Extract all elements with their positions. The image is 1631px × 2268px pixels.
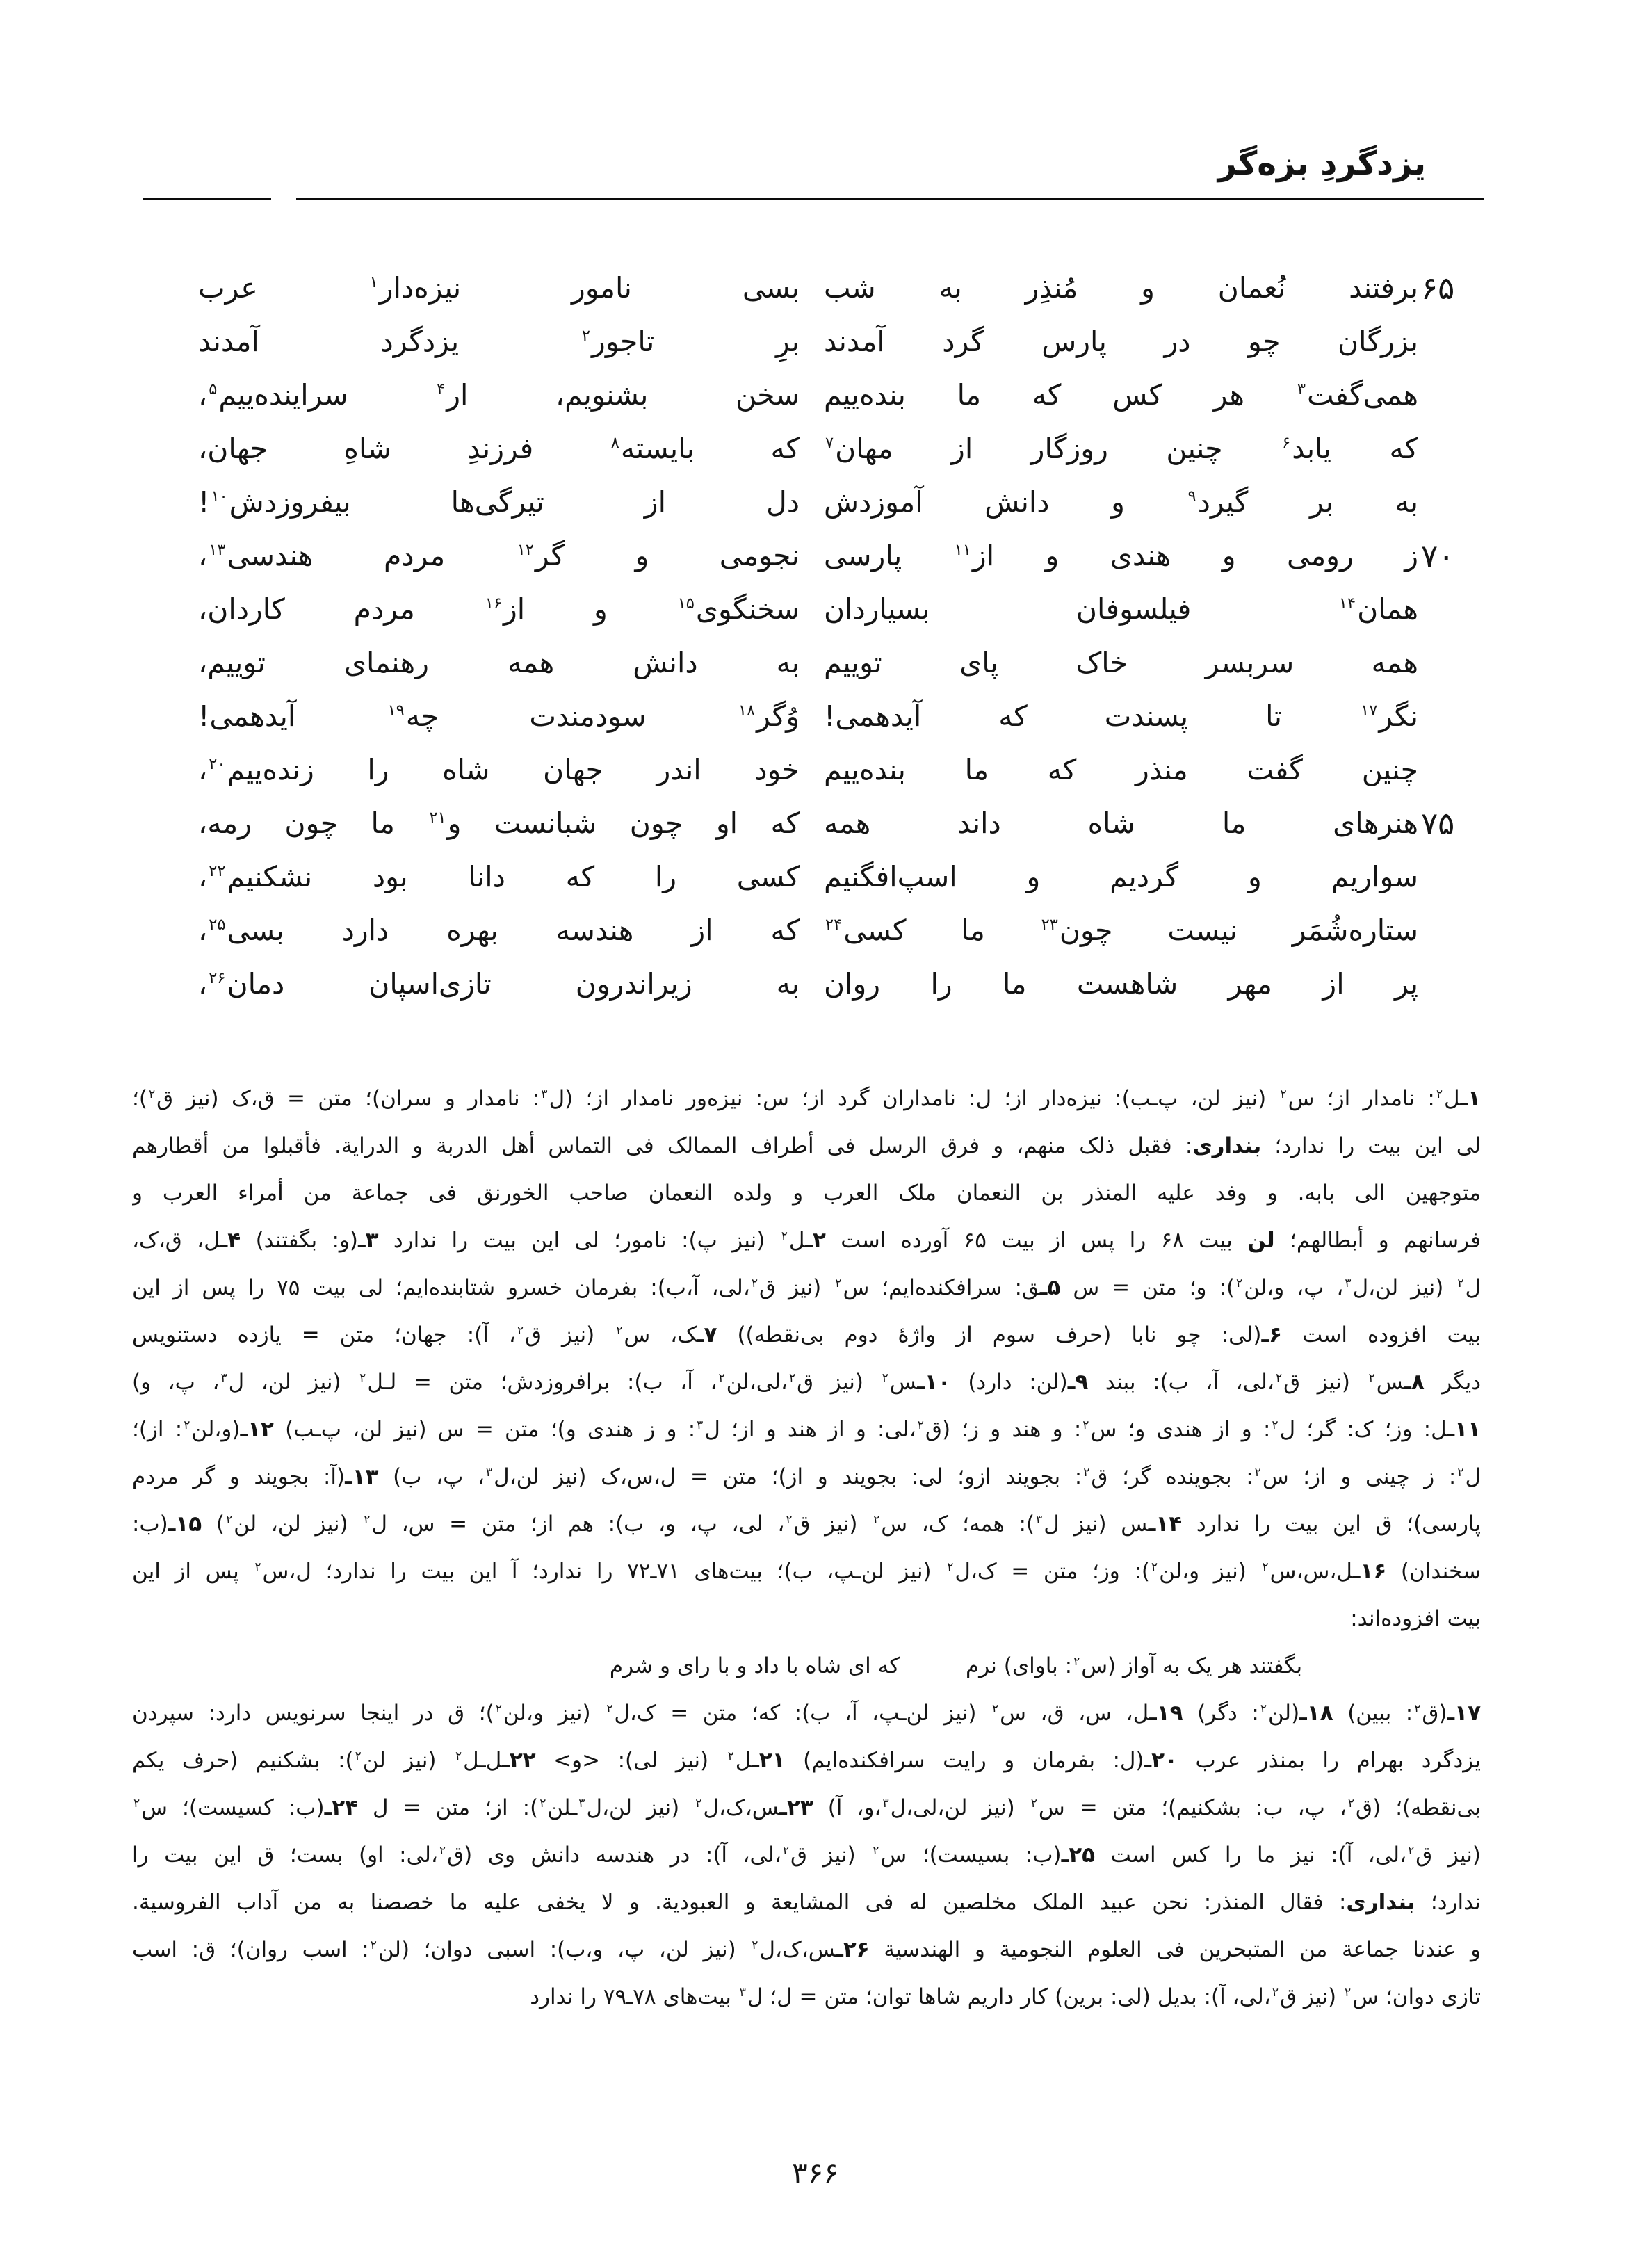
footnote-reference: ۲: [786, 1512, 793, 1527]
verse-row: [198, 529, 1481, 583]
apparatus-line: ۱ـل$^۲$: نامدار از؛ س$^۲$ (نیز لن، پ‌ـب): نیزه‌دار از؛ ل: نامداران گرد از؛ س: نیزه‌ور نامدار از؛ (ل$^۳$: نامدار و سران)؛ متن = ق،ک (نیز ق$^۲$)؛: [132, 1086, 1481, 1111]
footnote-reference: ۲: [1436, 1087, 1443, 1101]
footnote-reference: ۲: [1262, 1560, 1269, 1574]
column-gutter: [800, 904, 824, 957]
hemistich-right: پر از مهر شاهست ما را روان: [824, 967, 1418, 1001]
column-gutter: [800, 583, 824, 636]
footnote-reference: ۲: [1414, 1701, 1421, 1716]
footnote-reference: ۲: [517, 1323, 524, 1338]
apparatus-entry-number: ۱۸ـ: [1299, 1701, 1333, 1726]
column-gutter: [800, 690, 824, 743]
footnote-reference: ۲: [364, 1512, 371, 1527]
apparatus-entry-number: ۲۴ـ: [324, 1795, 359, 1820]
footnote-reference: ۲: [1260, 1701, 1267, 1716]
apparatus-line: دیگر ۸ـس$^۲$ (نیز ق$^۲$،لی، آ، ب): ببند ۹ـ(لن: دارد) ۱۰ـس$^۲$ (نیز ق$^۲$،لی،لن$^۲$، آ، ب): برافروزدش؛ متن = لـل$^۲$ (نیز لن، ل$^۳$، پ، و): [132, 1370, 1481, 1395]
apparatus-line: ل$^۲$ (نیز لن،ل$^۳$، پ، و،لن$^۲$): و؛ متن = س ۵ـق: سرافکنده‌ایم؛ س$^۲$ (نیز ق$^۲$،لی، آ،ب): بفرمان خسرو شتابنده‌ایم؛ لی بیت ۷۵ را پس از این: [132, 1275, 1481, 1300]
verse-number: [1418, 743, 1481, 797]
column-gutter: [800, 797, 824, 850]
apparatus-line: بیت افزوده‌اند:: [1350, 1606, 1481, 1631]
footnote-reference: ۳: [578, 1796, 585, 1811]
footnote-reference: ۲: [788, 1370, 796, 1385]
footnote-reference: ۲: [355, 1749, 362, 1763]
footnote-reference: ۲: [370, 1938, 377, 1952]
hemistich-left: سخن بشنویم، ار$^۴$ سراینده‌ییم$^۵$،: [198, 378, 800, 412]
verse-number: [1418, 476, 1481, 529]
apparatus-entry-number: ۲۵ـ: [1061, 1842, 1096, 1868]
footnote-reference: ۲: [539, 1796, 546, 1811]
column-gutter: [800, 743, 824, 797]
verse-row: [198, 476, 1481, 529]
hemistich-left: برِ تاجور$^۲$ یزدگرد آمدند: [198, 325, 800, 358]
column-gutter: [800, 529, 824, 583]
hemistich-right: هنرهای ما شاه داند همه: [824, 807, 1418, 840]
footnote-reference: ۲۵: [209, 916, 226, 934]
verse-row: [198, 422, 1481, 476]
footnote-reference: ۲: [752, 1938, 758, 1952]
verse-row: [198, 904, 1481, 957]
footnote-reference: ۲: [1082, 1418, 1089, 1432]
hemistich-left: به دانش همه رهنمای توییم،: [198, 646, 800, 679]
footnote-reference: ۱۰: [211, 487, 228, 506]
running-header-title: یزدگردِ بزه‌گر: [1217, 145, 1426, 183]
footnote-reference: ۱۲: [517, 541, 534, 560]
hemistich-left: که از هندسه بهره دارد بسی$^{۲۵}$،: [198, 914, 800, 947]
footnote-reference: ۱۳: [209, 541, 226, 560]
verse-row: [198, 261, 1481, 315]
footnote-reference: ۲: [695, 1796, 702, 1811]
apparatus-entry-number: ۱۴ـ: [1148, 1512, 1183, 1537]
verse-row: [198, 743, 1481, 797]
verse-row: [198, 690, 1481, 743]
apparatus-line: ۱۱ـل: وز؛ ک: گر؛ ل$^۲$: و از هندی و؛ س$^۲$: و هند و ز؛ (ق$^۲$،لی: و از هند و از؛ ل$^۳$: و ز هندی و)؛ متن = س (نیز لن، پ‌ـب) ۱۲ـ(و،لن$^۲$: از)؛: [132, 1417, 1481, 1442]
apparatus-entry-number: ۵ـ: [1039, 1275, 1061, 1300]
apparatus-entry-number: لن: [1247, 1228, 1275, 1253]
hemistich-left: نجومی و گر$^{۱۲}$ مردم هندسی$^{۱۳}$،: [198, 539, 800, 572]
column-gutter: [800, 315, 824, 368]
verse-row: [198, 315, 1481, 368]
footnote-reference: ۱۸: [738, 702, 756, 720]
footnote-reference: ۲۱: [429, 809, 446, 827]
added-verse-right-hemistich: بگفتند هر یک به آواز (س$^۲$: باوای) نرم: [965, 1653, 1303, 1678]
hemistich-right: ز رومی و هندی و از$^{۱۱}$ پارسی: [824, 539, 1418, 572]
footnote-reference: ۲: [781, 1229, 788, 1243]
footnote-reference: ۱۷: [1361, 702, 1378, 720]
apparatus-line: فرسانهم و أبطالهم؛ لن بیت ۶۸ را پس از بیت ۶۵ آورده است ۲ـل$^۲$ (نیز پ): نامور؛ لی این بیت را ندارد ۳ـ(و: بگفتند) ۴ـل، ق،ک،: [132, 1228, 1481, 1253]
apparatus-entry-number: ۷ـ: [696, 1322, 717, 1347]
footnote-reference: ۲: [616, 1323, 623, 1338]
apparatus-entry-number: ۲۱ـ: [752, 1748, 786, 1773]
verse-number: ۷۰: [1421, 537, 1455, 574]
footnote-reference: ۲: [1457, 1465, 1464, 1480]
apparatus-line: ل$^۲$: ز چینی و از؛ س$^۲$: بجوینده گر؛ ق$^۲$: بجویند ازو؛ لی: بجویند و از)؛ متن = ل،س،ک (نیز لن،ل$^۳$، پ، ب) ۱۳ـ(آ: بجویند و گر مردم: [132, 1464, 1481, 1489]
verse-number: [1418, 315, 1481, 368]
verse-row: [198, 583, 1481, 636]
footnote-reference: ۲: [133, 1796, 140, 1811]
footnote-reference: ۲: [148, 1087, 156, 1101]
hemistich-right: همه سربسر خاک پای توییم: [824, 646, 1418, 679]
hemistich-left: خود اندر جهان شاه را زنده‌ییم$^{۲۰}$،: [198, 753, 800, 786]
hemistich-right: همی‌گفت$^۳$ هر کس که ما بنده‌ییم: [824, 378, 1418, 412]
footnote-reference: ۱۶: [485, 594, 502, 613]
footnote-reference: ۳: [485, 1465, 493, 1480]
footnote-reference: ۲: [1236, 1276, 1243, 1290]
apparatus-line: و عندنا جماعة من المتبحرین فی العلوم النجومیة و الهندسیة ۲۶ـس،ک،ل$^۲$ (نیز لن، پ، و،ب): اسبی دوان؛ (لن$^۲$: اسب روان)؛ ق: اسب: [132, 1937, 1481, 1962]
verse-number: [1418, 368, 1481, 422]
apparatus-entry-number: ۱۰ـ: [917, 1370, 951, 1395]
footnote-reference: ۲۴: [825, 916, 843, 934]
footnote-reference: ۲: [873, 1512, 880, 1527]
footnote-reference: ۳: [1297, 380, 1306, 399]
footnote-reference: ۲۲: [209, 862, 226, 881]
footnote-reference: ۲: [254, 1560, 261, 1574]
hemistich-right: چنین گفت منذر که ما بنده‌ییم: [824, 753, 1418, 786]
apparatus-entry-number: ۲۳ـ: [779, 1795, 813, 1820]
apparatus-line: لی این بیت را ندارد؛ بنداری: فقبل ذلک منهم، و فرق الرسل فی أطراف الممالک فی التماس أهل الدربة و الدرایة. فأقبلوا من أقطارهم: [132, 1133, 1481, 1158]
apparatus-entry-number: ۲۰ـ: [1144, 1748, 1178, 1773]
apparatus-entry-number: ۸ـ: [1404, 1370, 1425, 1395]
footnote-reference: ۲: [917, 1418, 924, 1432]
page-header: [0, 145, 1631, 200]
verse-number: [1418, 904, 1481, 957]
apparatus-line: بی‌نقطه)؛ (ق$^۲$، پ، ب: بشکنیم)؛ متن = س$^۲$ (نیز لن،لی،ل$^۳$،و، آ) ۲۳ـس،ک،ل$^۲$ (نیز لن،ل$^۳$ـلن$^۲$): از؛ متن = ل ۲۴ـ(ب: کسیست)؛ س$^۲$: [133, 1795, 1481, 1820]
apparatus-added-verse: [431, 1642, 1481, 1690]
hemistich-right: که یابد$^۶$ چنین روزگار از مهان$^۷$: [825, 432, 1418, 465]
critical-apparatus: [132, 1075, 1481, 2020]
footnote-reference: ۲: [1347, 1796, 1355, 1811]
hemistich-left: که او چون شبانست و$^{۲۱}$ ما چون رمه،: [198, 807, 800, 840]
hemistich-left: بسی نامور نیزه‌دار$^۱$ عرب: [198, 271, 800, 305]
footnote-reference: ۲: [751, 1276, 758, 1290]
footnote-reference: ۲: [1254, 1465, 1261, 1480]
footnote-reference: ۲: [1275, 1370, 1283, 1385]
footnote-reference: ۲: [1457, 1276, 1464, 1290]
footnote-reference: ۲: [1408, 1843, 1415, 1858]
footnote-reference: ۲: [947, 1560, 954, 1574]
apparatus-entry-number: بنداری: [1346, 1890, 1415, 1915]
footnote-reference: ۲: [439, 1843, 446, 1858]
apparatus-entry-number: ۱۷ـ: [1447, 1701, 1481, 1726]
footnote-reference: ۹: [1187, 487, 1196, 506]
footnote-reference: ۲: [1073, 1654, 1080, 1669]
hemistich-left: به زیراندرون تازی‌اسپان دمان$^{۲۶}$،: [198, 967, 800, 1001]
footnote-reference: ۲: [1272, 1418, 1279, 1432]
poem-section: [198, 261, 1481, 1011]
column-gutter: [800, 476, 824, 529]
verse-row: [198, 368, 1481, 422]
apparatus-entry-number: ۱۱ـ: [1447, 1417, 1481, 1442]
apparatus-entry-number: ۴ـ: [220, 1228, 241, 1253]
footnote-reference: ۴: [437, 380, 446, 399]
column-gutter: [800, 957, 824, 1011]
footnote-reference: ۲: [184, 1418, 190, 1432]
hemistich-left: کسی را که دانا بود نشکنیم$^{۲۲}$،: [198, 860, 800, 893]
footnote-reference: ۲۳: [1041, 916, 1058, 934]
hemistich-left: دل از تیرگی‌ها بیفروزدش$^{۱۰}$!: [198, 485, 800, 519]
apparatus-entry-number: ۱۲ـ: [240, 1417, 274, 1442]
footnote-reference: ۵: [209, 380, 218, 399]
verse-number: [1418, 583, 1481, 636]
footnote-reference: ۲: [359, 1370, 366, 1385]
apparatus-line: ندارد؛ بنداری: فقال المنذر: نحن عبید الملک مخلصین له فی المشایعة و العبودیة. و لا یخفی علیه ما خصصنا به من آداب الفروسیة.: [132, 1890, 1481, 1915]
apparatus-entry-number: ۲۶ـ: [836, 1937, 870, 1962]
header-rule: [143, 198, 1484, 200]
footnote-reference: ۳: [882, 1796, 889, 1811]
apparatus-line: (نیز ق$^۲$،لی، آ): نیز ما را کس است ۲۵ـ(ب: بسیست)؛ س$^۲$ (نیز ق$^۲$،لی، آ): در هندسه دانش وی (ق$^۲$،لی: او) بست؛ ق این بیت را: [132, 1842, 1481, 1868]
footnote-reference: ۷: [825, 434, 834, 453]
footnote-reference: ۲: [1083, 1465, 1090, 1480]
footnote-reference: ۳: [220, 1370, 227, 1385]
footnote-reference: ۸: [610, 434, 619, 453]
footnote-reference: ۱۵: [677, 594, 695, 613]
hemistich-right: نگر$^{۱۷}$ تا پسندت که آیدهمی!: [824, 699, 1418, 733]
hemistich-right: سواریم و گردیم و اسپ‌افگنیم: [824, 860, 1418, 893]
apparatus-entry-number: ۱۹ـ: [1149, 1701, 1183, 1726]
footnote-reference: ۲: [882, 1370, 888, 1385]
apparatus-entry-number: ۹ـ: [1067, 1370, 1089, 1395]
hemistich-right: برفتند نُعمان و مُنذِر به شب: [824, 271, 1418, 305]
added-verse-left-hemistich: که ای شاه با داد و با رای و شرم: [609, 1653, 900, 1678]
footnote-reference: ۳: [697, 1418, 704, 1432]
hemistich-right: به بر گیرد$^۹$ و دانش آموزدش: [824, 485, 1418, 519]
apparatus-entry-number: ۱۳ـ: [345, 1464, 379, 1489]
column-gutter: [800, 368, 824, 422]
footnote-reference: ۲: [606, 1701, 613, 1716]
footnote-reference: ۲: [718, 1370, 725, 1385]
hemistich-left: وُگر$^{۱۸}$ سودمندت چه$^{۱۹}$ آیدهمی!: [198, 699, 800, 733]
apparatus-entry-number: ۲ـ: [805, 1228, 826, 1253]
apparatus-line: پارسی)؛ ق این بیت را ندارد ۱۴ـس (نیز ل$^۳$): همه؛ ک، س$^۲$ (نیز ق$^۲$، لی، پ، و، ب): هم از؛ متن = س، ل$^۲$ (نیز لن، لن$^۲$) ۱۵ـ(ب:: [132, 1512, 1481, 1537]
hemistich-right: همان$^{۱۴}$ فیلسوفان بسیاردان: [824, 592, 1418, 626]
verse-row: [198, 850, 1481, 904]
apparatus-entry-number: ۳ـ: [357, 1228, 379, 1253]
footnote-reference: ۲: [225, 1512, 233, 1527]
footnote-reference: ۲: [1151, 1560, 1158, 1574]
apparatus-entry-number: ۱۶ـ: [1352, 1559, 1387, 1584]
column-gutter: [800, 636, 824, 690]
apparatus-line: متوجهین الی بابه. و وفد علیه المنذر بن النعمان ملک العرب و ولده النعمان صاحب الخورنق فی جماعة من أمراء العرب و: [132, 1181, 1481, 1206]
footnote-reference: ۱۱: [954, 541, 971, 560]
footnote-reference: ۱: [369, 273, 378, 292]
footnote-reference: ۲: [1344, 1985, 1352, 2000]
footnote-reference: ۳: [541, 1087, 548, 1101]
verse-number: ۷۵: [1421, 805, 1455, 842]
footnote-reference: ۱۹: [387, 702, 405, 720]
verse-row: [198, 797, 1481, 850]
hemistich-left: سخنگوی$^{۱۵}$ و از$^{۱۶}$ مردم کاردان،: [198, 592, 800, 626]
column-gutter: [800, 422, 824, 476]
footnote-reference: ۲: [1368, 1370, 1375, 1385]
header-rule-long-segment: [296, 198, 1484, 200]
hemistich-left: که بایسته$^۸$ فرزندِ شاهِ جهان،: [198, 432, 800, 465]
verse-row: [198, 957, 1481, 1011]
verse-number: [1418, 957, 1481, 1011]
verse-number: ۶۵: [1421, 270, 1455, 307]
hemistich-right: بزرگان چو در پارس گرد آمدند: [824, 325, 1418, 358]
verse-number: [1418, 690, 1481, 743]
verse-row: [198, 636, 1481, 690]
footnote-reference: ۲: [495, 1701, 502, 1716]
apparatus-line: بیت افزوده است ۶ـ(لی: چو نابا (حرف سوم از واژهٔ دوم بی‌نقطه)) ۷ـک، س$^۲$ (نیز ق$^۲$، آ): جهان؛ متن = یازده دستنویس: [132, 1322, 1481, 1347]
footnote-reference: ۲: [455, 1749, 462, 1763]
verse-number: [1418, 422, 1481, 476]
apparatus-line: تازی دوان؛ س$^۲$ (نیز ق$^۲$،لی، آ): بدیل (لی: برین) کار داریم شاها توان؛ متن = ل؛ ل$^۳$ بیت‌های ۷۸ـ۷۹ را ندارد: [530, 1984, 1481, 2009]
apparatus-line: ۱۷ـ(ق$^۲$: ببین) ۱۸ـ(لن$^۲$: دگر) ۱۹ـل، س، ق، س$^۲$ (نیز لن‌ـپ، آ، ب): که؛ متن = ک،ل$^۲$ (نیز و،لن$^۲$)؛ ق در اینجا سرنویس دارد: سپردن: [132, 1701, 1481, 1726]
footnote-reference: ۲: [835, 1276, 842, 1290]
footnote-reference: ۲: [1280, 1087, 1287, 1101]
footnote-reference: ۲: [1272, 1985, 1279, 2000]
verse-number: [1418, 850, 1481, 904]
footnote-reference: ۲: [581, 327, 591, 346]
footnote-reference: ۱۴: [1338, 594, 1356, 613]
footnote-reference: ۳: [1036, 1512, 1043, 1527]
footnote-reference: ۲۰: [209, 755, 226, 774]
footnote-reference: ۲: [1030, 1796, 1037, 1811]
hemistich-right: ستاره‌شُمَر نیست چون$^{۲۳}$ ما کسی$^{۲۴}$: [825, 914, 1418, 947]
footnote-reference: ۳: [739, 1985, 746, 2000]
header-rule-short-segment: [143, 198, 271, 200]
footnote-reference: ۲: [782, 1843, 789, 1858]
footnote-reference: ۲۶: [209, 969, 226, 988]
apparatus-entry-number: ۱۵ـ: [168, 1512, 202, 1537]
footnote-reference: ۶: [1282, 434, 1291, 453]
column-gutter: [800, 261, 824, 315]
footnote-reference: ۲: [727, 1749, 734, 1763]
apparatus-line: یزدگرد بهرام را بمنذر عرب ۲۰ـ(ل: بفرمان و رایت سرافکنده‌ایم) ۲۱ـل$^۲$ (نیز لی): <و> ۲۲ـل‌ـل$^۲$ (نیز لن$^۲$): بشکنیم (حرف یکم: [132, 1748, 1481, 1773]
apparatus-entry-number: ۶ـ: [1261, 1322, 1283, 1347]
page-number: ۳۶۶: [792, 2156, 839, 2190]
footnote-reference: ۲: [873, 1843, 879, 1858]
footnote-reference: ۲: [992, 1701, 999, 1716]
apparatus-line: سخندان) ۱۶ـل،س،س$^۲$ (نیز و،لن$^۲$): وز؛ متن = ک،ل$^۲$ (نیز لن‌ـپ، ب)؛ بیت‌های ۷۱ـ۷۲ را ندارد؛ آ این بیت را ندارد؛ ل،س$^۲$ پس از این: [132, 1559, 1481, 1584]
column-gutter: [800, 850, 824, 904]
apparatus-entry-number: بنداری: [1192, 1133, 1262, 1158]
verse-number: [1418, 636, 1481, 690]
footnote-reference: ۳: [1345, 1276, 1352, 1290]
apparatus-entry-number: ۱ـ: [1460, 1086, 1481, 1111]
apparatus-entry-number: ۲۲ـ: [502, 1748, 536, 1773]
